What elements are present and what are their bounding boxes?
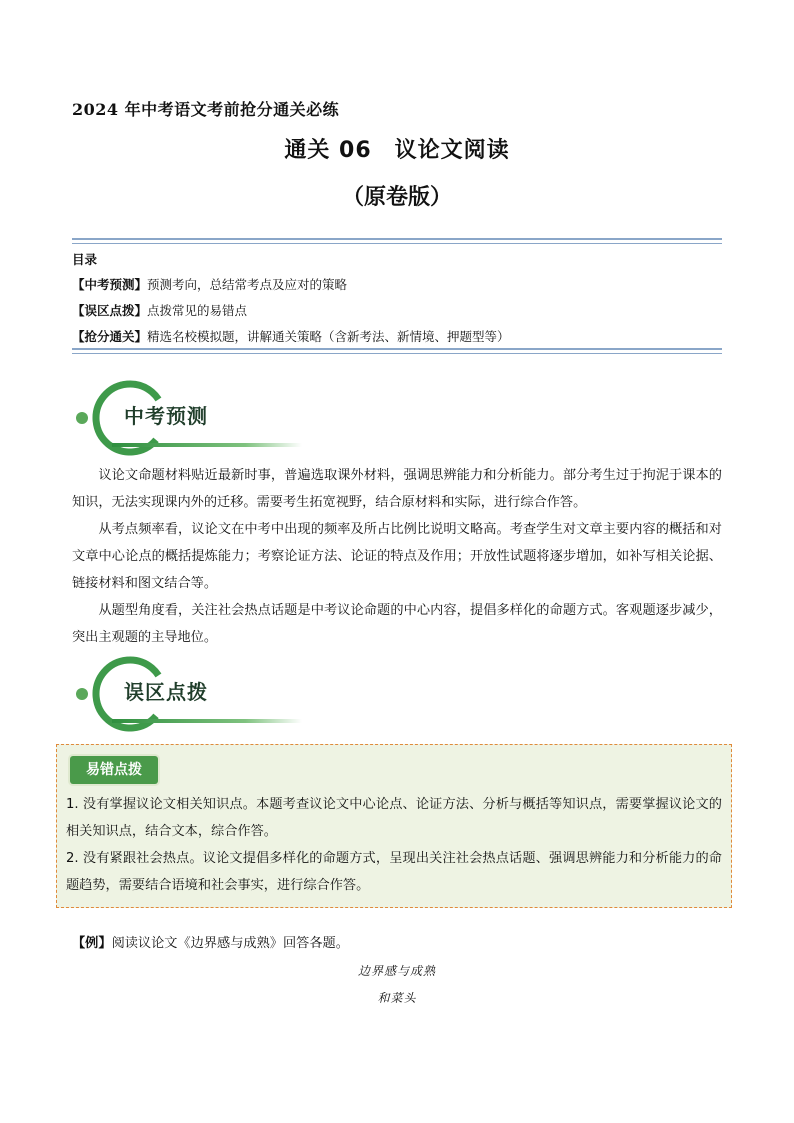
passage-title: 边界感与成熟 (357, 964, 436, 978)
pitfall-tip-item: 1. 没有掌握议论文相关知识点。本题考查议论文中心论点、论证方法、分析与概括等知识点，需要掌握议论文的相关知识点，结合文本，综合作答。 (66, 797, 722, 839)
section-banner-pitfalls (72, 656, 302, 736)
toc-item (72, 327, 722, 345)
pitfall-badge: 易错点拨 (70, 756, 158, 784)
example-prompt (72, 932, 349, 951)
table-of-contents (72, 250, 722, 353)
section-banner-forecast (72, 380, 302, 460)
toc-item (72, 275, 722, 293)
toc-heading: 目录 (72, 252, 98, 267)
toc-item-text: 点拨常见的易错点 (147, 303, 248, 318)
toc-item-tag: 【误区点拨】 (72, 303, 148, 318)
pitfall-tip-item: 2. 没有紧跟社会热点。议论文提倡多样化的命题方式，呈现出关注社会热点话题、强调思辨能力和分析能力的命题趋势，需要结合语境和社会事实，进行综合作答。 (66, 851, 722, 893)
section-label: 误区点拨 (124, 680, 208, 704)
document-supertitle: 2024 年中考语文考前抢分通关必练 (72, 100, 340, 119)
toc-item-text: 预测考向，总结常考点及应对的策略 (147, 277, 348, 292)
passage-author: 和菜头 (377, 991, 417, 1005)
document-title: 通关 06 议论文阅读 (284, 138, 510, 163)
forecast-paragraph: 从题型角度看，关注社会热点话题是中考议论命题的中心内容，提倡多样化的命题方式。客观题逐步减少，突出主观题的主导地位。 (72, 603, 722, 645)
toc-item (72, 301, 722, 319)
forecast-paragraph: 议论文命题材料贴近最新时事，普遍选取课外材料，强调思辨能力和分析能力。部分考生过于拘泥于课本的知识，无法实现课内外的迁移。需要考生拓宽视野，结合原材料和实际，进行综合作答。 (72, 468, 722, 510)
forecast-paragraph: 从考点频率看，议论文在中考中出现的频率及所占比例比说明文略高。考查学生对文章主要内容的概括和对文章中心论点的概括提炼能力；考察论证方法、论证的特点及作用；开放性试题将逐步增加，如补写相关论据、链接材料和图文结合等。 (72, 522, 722, 591)
toc-item-tag: 【抢分通关】 (72, 329, 148, 344)
example-text: 阅读议论文《边界感与成熟》回答各题。 (111, 936, 349, 951)
document-subtitle: （原卷版） (341, 185, 452, 210)
toc-item-tag: 【中考预测】 (72, 277, 148, 292)
toc-bottom-rule (72, 348, 722, 354)
section-label: 中考预测 (124, 404, 208, 428)
example-tag: 【例】 (72, 936, 112, 951)
toc-item-text: 精选名校模拟题，讲解通关策略（含新考法、新情境、押题型等） (147, 329, 510, 344)
toc-top-rule (72, 238, 722, 244)
